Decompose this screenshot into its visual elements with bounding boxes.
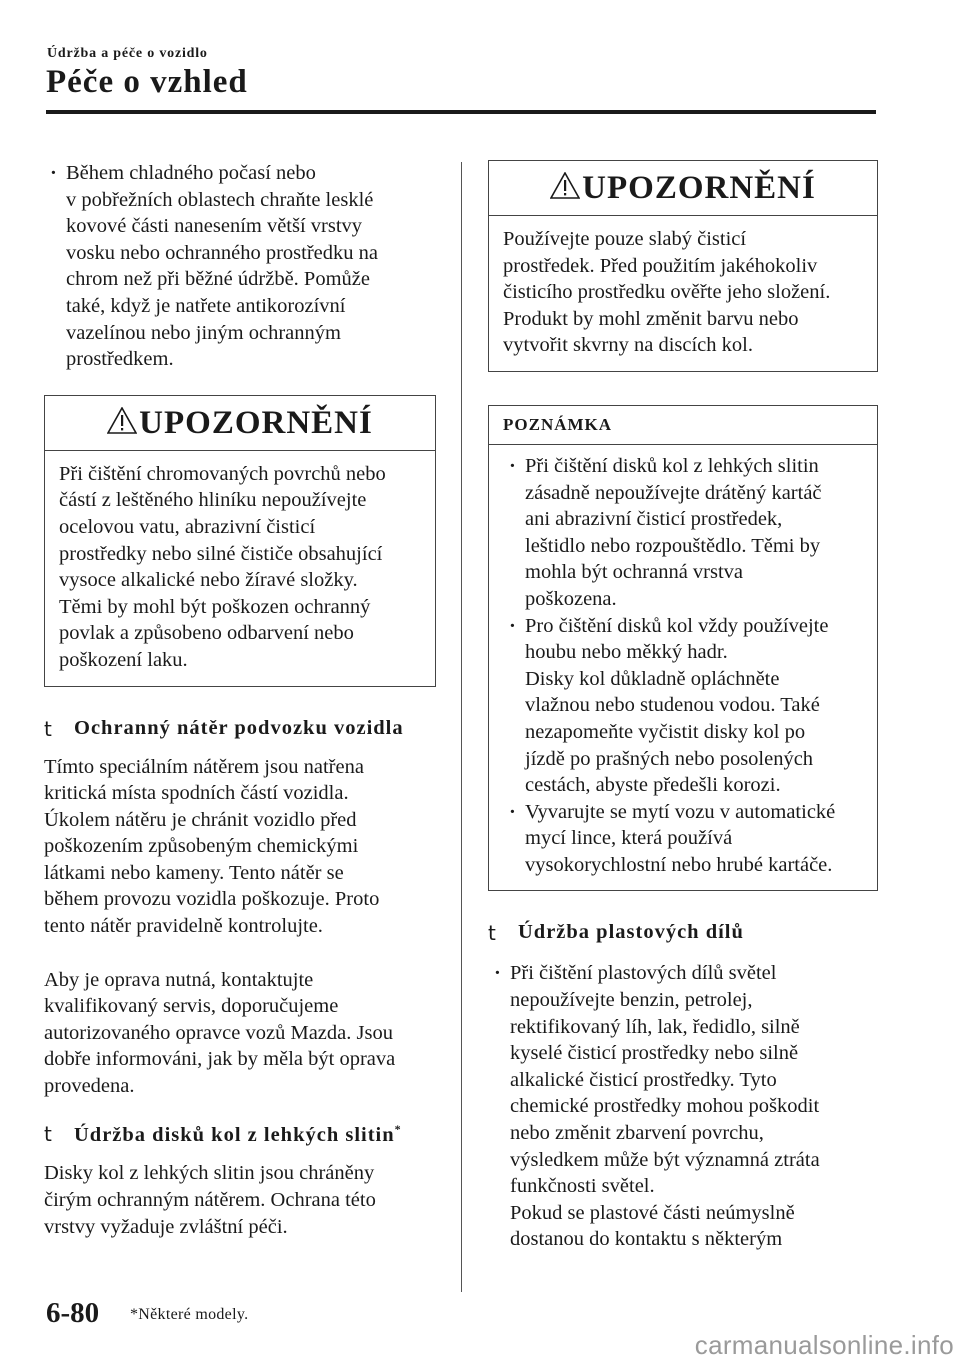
text-line: kyselé čisticí prostředky nebo silně	[510, 1042, 799, 1065]
text-line: ocelovou vatu, abrazivní čisticí	[59, 515, 316, 538]
caution-body	[489, 216, 877, 371]
text-line: čisticího prostředku ověřte jeho složení.	[503, 281, 831, 304]
text-line: Tímto speciálním nátěrem jsou natřena	[44, 755, 364, 778]
note-bullet-3	[503, 799, 863, 879]
right-column	[488, 160, 878, 1253]
section-marker-icon: t	[44, 1121, 53, 1146]
plastic-bullet	[488, 960, 878, 1253]
text-line: Při čištění plastových dílů světel	[510, 962, 777, 985]
caution-box-chrome	[44, 395, 436, 687]
column-divider	[461, 162, 462, 1292]
text-line: Produkt by mohl změnit barvu nebo	[503, 307, 799, 330]
underbody-paragraph-1	[44, 754, 436, 940]
text-line: ani abrazivní čisticí prostředek,	[525, 508, 783, 531]
text-line: vazelínou nebo jiným ochranným	[66, 321, 341, 344]
wheels-paragraph	[44, 1160, 436, 1240]
text-line: částí z leštěného hliníku nepoužívejte	[59, 489, 367, 512]
text-line: zásadně nepoužívejte drátěný kartáč	[525, 481, 822, 504]
footnote-marker: *	[394, 1121, 402, 1136]
section-title-text: Údržba disků kol z lehkých slitin	[74, 1123, 395, 1146]
text-line: Úkolem nátěru je chránit vozidlo před	[44, 808, 357, 831]
text-line: výsledkem může být významná ztráta	[510, 1148, 820, 1171]
section-title-underbody	[44, 717, 436, 740]
page-number: 6-80	[46, 1297, 100, 1329]
text-line: Disky kol důkladně opláchněte	[525, 667, 780, 690]
note-heading: POZNÁMKA	[489, 406, 877, 445]
watermark-text: carmanualsonline.info	[694, 1330, 954, 1360]
title-rule	[46, 110, 876, 114]
text-line: vlažnou nebo studenou vodou. Také	[525, 694, 820, 717]
warning-triangle-icon	[550, 172, 580, 199]
caution-heading	[489, 161, 877, 216]
section-marker-icon: t	[44, 716, 53, 741]
bullet-dot: ·	[494, 962, 501, 985]
text-line: alkalické čisticí prostředky. Tyto	[510, 1068, 777, 1091]
caution-body	[45, 451, 435, 686]
text-line: vrstvy vyžaduje zvláštní péči.	[44, 1215, 288, 1238]
text-line: povlak a způsobeno odbarvení nebo	[59, 622, 354, 645]
page-title: Péče o vzhled	[46, 64, 248, 100]
text-line: mohla být ochranná vrstva	[525, 561, 744, 584]
text-line: čirým ochranným nátěrem. Ochrana této	[44, 1189, 376, 1212]
breadcrumb: Údržba a péče o vozidlo	[47, 46, 208, 61]
text-line: v pobřežních oblastech chraňte lesklé	[66, 188, 374, 211]
text-line: chemické prostředky mohou poškodit	[510, 1095, 820, 1118]
text-line: poškozena.	[525, 587, 617, 610]
text-line: vysoce alkalické nebo žíravé složky.	[59, 569, 358, 592]
caution-heading	[45, 396, 435, 451]
bullet-dot: ·	[509, 614, 516, 637]
caution-heading-text: UPOZORNĚNÍ	[582, 170, 816, 206]
note-box	[488, 405, 878, 892]
text-line: kvalifikovaný servis, doporučujeme	[44, 995, 339, 1018]
caution-heading-text: UPOZORNĚNÍ	[139, 404, 373, 441]
note-bullet-1	[503, 453, 863, 613]
text-line: vysokorychlostní nebo hrubé kartáče.	[525, 853, 833, 876]
text-line: Používejte pouze slabý čisticí	[503, 228, 747, 250]
text-line: také, když je natřete antikorozívní	[66, 294, 346, 317]
text-line: během provozu vozidla poškozuje. Proto	[44, 888, 380, 911]
text-line: autorizovaného opravce vozů Mazda. Jsou	[44, 1021, 393, 1044]
underbody-paragraph-2	[44, 967, 436, 1100]
text-line: jízdě po prašných nebo posolených	[525, 747, 814, 770]
text-line: provedena.	[44, 1075, 135, 1098]
section-title-wheels	[44, 1122, 436, 1147]
text-line: cestách, abyste předešli korozi.	[525, 774, 781, 797]
text-line: Aby je oprava nutná, kontaktujte	[44, 968, 314, 991]
text-line: Disky kol z lehkých slitin jsou chráněny	[44, 1162, 375, 1185]
text-line: funkčnosti světel.	[510, 1175, 655, 1198]
note-bullet-2	[503, 613, 863, 799]
note-body	[489, 445, 877, 891]
text-line: rektifikovaný líh, lak, ředidlo, silně	[510, 1015, 800, 1038]
text-line: prostředkem.	[66, 348, 174, 371]
text-line: Těmi by mohl být poškozen ochranný	[59, 595, 371, 618]
intro-bullet	[44, 160, 436, 373]
text-line: chrom než při běžné údržbě. Pomůže	[66, 268, 370, 291]
text-line: nepoužívejte benzin, petrolej,	[510, 989, 753, 1012]
caution-box-wheels	[488, 160, 878, 372]
text-line: houbu nebo měkký hadr.	[525, 641, 728, 664]
warning-triangle-icon	[107, 407, 137, 434]
text-line: poškození laku.	[59, 648, 188, 671]
text-line: látkami nebo kameny. Tento nátěr se	[44, 861, 344, 884]
text-line: poškozením způsobeným chemickými	[44, 835, 359, 858]
text-line: leštidlo nebo rozpouštědlo. Těmi by	[525, 534, 821, 557]
footnote: *Některé modely.	[130, 1306, 249, 1323]
text-line: vosku nebo ochranného prostředku na	[66, 241, 378, 264]
section-title-text: Údržba plastových dílů	[518, 921, 744, 944]
text-line: Během chladného počasí nebo	[66, 162, 316, 184]
text-line: Pokud se plastové části neúmyslně	[510, 1201, 795, 1224]
text-line: vytvořit skvrny na discích kol.	[503, 334, 753, 357]
text-line: nezapomeňte vyčistit disky kol po	[525, 720, 806, 743]
text-line: kritická místa spodních částí vozidla.	[44, 782, 349, 805]
text-line: Při čištění chromovaných povrchů nebo	[59, 462, 386, 485]
text-line: tento nátěr pravidelně kontrolujte.	[44, 915, 323, 938]
text-line: mycí lince, která používá	[525, 827, 733, 850]
bullet-dot: ·	[50, 162, 57, 184]
bullet-dot: ·	[509, 454, 516, 477]
text-line: nebo změnit zbarvení povrchu,	[510, 1122, 764, 1145]
text-line: Při čištění disků kol z lehkých slitin	[525, 454, 819, 477]
text-line: prostředek. Před použitím jakéhokoliv	[503, 254, 818, 277]
text-line: kovové části nanesením větší vrstvy	[66, 215, 363, 238]
text-line: dobře informováni, jak by měla být oprava	[44, 1048, 396, 1071]
text-line: Vyvarujte se mytí vozu v automatické	[525, 800, 836, 823]
text-line: prostředky nebo silné čističe obsahující	[59, 542, 383, 565]
bullet-dot: ·	[509, 800, 516, 823]
section-marker-icon: t	[488, 921, 497, 946]
section-title-text: Ochranný nátěr podvozku vozidla	[74, 716, 404, 739]
text-line: Pro čištění disků kol vždy používejte	[525, 614, 829, 637]
left-column	[44, 160, 436, 1240]
section-title-plastic	[488, 921, 878, 944]
text-line: dostanou do kontaktu s některým	[510, 1228, 783, 1251]
